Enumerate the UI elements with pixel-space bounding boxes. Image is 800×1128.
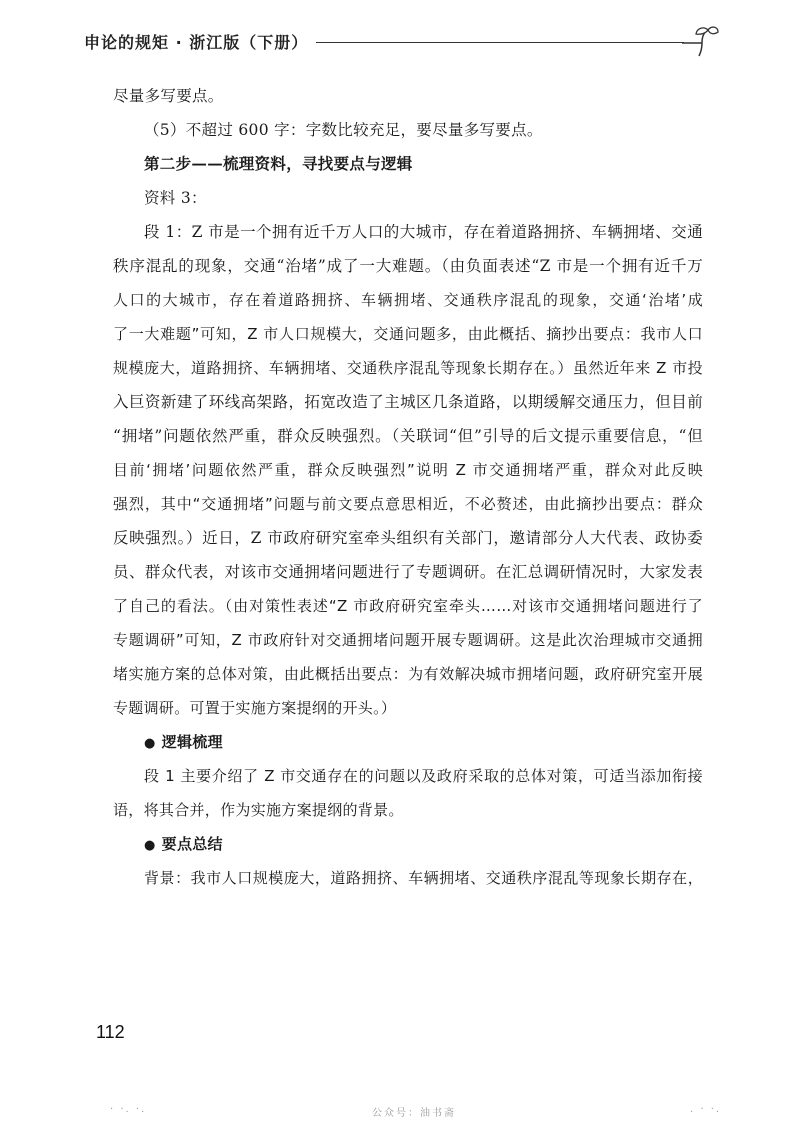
line-text: 了一大难题”可知，Z 市人口规模大，交通问题多，由此概括、摘抄出要点：我市人口	[113, 325, 703, 343]
text-line	[113, 494, 703, 514]
text-line	[113, 460, 703, 480]
text-line	[113, 596, 703, 616]
line-text: 要点总结	[161, 835, 223, 853]
line-text: 第二步——梳理资料，寻找要点与逻辑	[144, 154, 413, 173]
line-text: （5）不超过 600 字：字数比较充足，要尽量多写要点。	[144, 121, 543, 139]
text-line	[113, 698, 703, 718]
page-number: 112	[96, 1022, 125, 1042]
line-text: 专题调研。可置于实施方案提纲的开头。）	[113, 699, 397, 717]
line-text: 规模庞大，道路拥挤、车辆拥堵、交通秩序混乱等现象长期存在。）虽然近年来 Z 市投	[113, 359, 703, 377]
text-line	[113, 120, 703, 140]
line-text: 目前‘拥堵’问题依然严重，群众反映强烈”说明 Z 市交通拥堵严重，群众对此反映	[113, 461, 703, 479]
page-body	[113, 86, 703, 902]
line-text: 了自己的看法。（由对策性表述“Z 市政府研究室牵头……对该市交通拥堵问题进行了	[113, 597, 703, 615]
text-line	[113, 800, 703, 820]
section-heading	[113, 732, 703, 752]
text-line	[113, 222, 703, 242]
line-text: 段 1 主要介绍了 Z 市交通存在的问题以及政府采取的总体对策，可适当添加衔接	[144, 767, 703, 785]
text-line	[113, 86, 703, 106]
text-line	[113, 358, 703, 378]
scan-artifact: . · ·.	[690, 1104, 722, 1115]
header-rule	[316, 42, 684, 43]
line-text: 背景：我市人口规模庞大，道路拥挤、车辆拥堵、交通秩序混乱等现象长期存在，	[144, 869, 703, 887]
text-line	[113, 290, 703, 310]
line-text: 强烈，其中“交通拥堵”问题与前文要点意思相近，不必赘述，由此摘抄出要点：群众	[113, 495, 703, 513]
sprout-icon	[680, 24, 720, 60]
bullet-icon: ●	[144, 736, 156, 751]
text-line	[113, 426, 703, 446]
text-line	[113, 766, 703, 786]
scan-artifact: · ·. ·.	[110, 1104, 147, 1115]
section-heading	[113, 834, 703, 854]
line-text: 资料 3：	[144, 189, 207, 207]
line-text: “拥堵”问题依然严重，群众反映强烈。（关联词“但”引导的后文提示重要信息，“但	[113, 427, 703, 445]
line-text: 堵实施方案的总体对策，由此概括出要点：为有效解决城市拥堵问题，政府研究室开展	[113, 665, 703, 683]
text-line	[113, 256, 703, 276]
text-line	[113, 188, 703, 208]
line-text: 反映强烈。）近日，Z 市政府研究室牵头组织有关部门，邀请部分人大代表、政协委	[113, 529, 703, 547]
line-text: 逻辑梳理	[161, 733, 223, 751]
line-text: 秩序混乱的现象，交通“治堵”成了一大难题。（由负面表述“Z 市是一个拥有近千万	[113, 257, 703, 275]
text-line	[113, 392, 703, 412]
line-text: 专题调研”可知，Z 市政府针对交通拥堵问题开展专题调研。这是此次治理城市交通拥	[113, 631, 703, 649]
line-text: 员、群众代表，对该市交通拥堵问题进行了专题调研。在汇总调研情况时，大家发表	[113, 563, 703, 581]
text-line	[113, 324, 703, 344]
text-line	[113, 868, 703, 888]
running-header	[84, 24, 720, 60]
line-text: 人口的大城市，存在着道路拥挤、车辆拥堵、交通秩序混乱的现象，交通‘治堵’成	[113, 291, 703, 309]
footer-watermark: 公众号：油书斋	[372, 1108, 456, 1119]
text-line	[113, 664, 703, 684]
text-line	[113, 528, 703, 548]
line-text: 语，将其合并，作为实施方案提纲的背景。	[113, 801, 404, 819]
text-line	[113, 562, 703, 582]
line-text: 尽量多写要点。	[113, 87, 224, 105]
line-text: 入巨资新建了环线高架路，拓宽改造了主城区几条道路，以期缓解交通压力，但目前	[113, 393, 703, 411]
text-line	[113, 154, 703, 174]
line-text: 段 1：Z 市是一个拥有近千万人口的大城市，存在着道路拥挤、车辆拥堵、交通	[144, 223, 703, 241]
book-title: 申论的规矩 · 浙江版（下册）	[84, 33, 309, 52]
bullet-icon: ●	[144, 838, 156, 853]
text-line	[113, 630, 703, 650]
